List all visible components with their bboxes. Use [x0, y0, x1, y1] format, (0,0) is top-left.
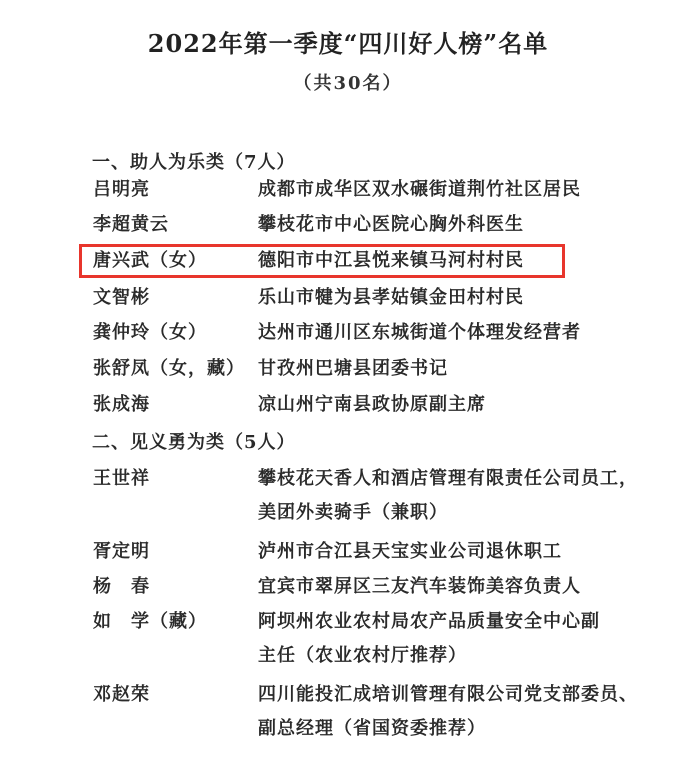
person-description: 宜宾市翠屏区三友汽车装饰美容负责人 [258, 576, 581, 597]
person-description: 成都市成华区双水碾街道荆竹社区居民 [258, 179, 581, 200]
person-name: 吕明亮 [93, 179, 150, 200]
person-description: 德阳市中江县悦来镇马河村村民 [258, 250, 524, 271]
person-description: 达州市通川区东城街道个体理发经营者 [258, 322, 581, 343]
person-name: 胥定明 [93, 541, 150, 562]
person-description: 攀枝花天香人和酒店管理有限责任公司员工， [258, 468, 638, 489]
person-name: 如 学（藏） [93, 611, 207, 632]
person-name: 杨 春 [93, 576, 150, 597]
person-description: 乐山市犍为县孝姑镇金田村村民 [258, 287, 524, 308]
person-description: 攀枝花市中心医院心胸外科医生 [258, 214, 524, 235]
person-description: 甘孜州巴塘县团委书记 [258, 358, 448, 379]
person-description-continued: 美团外卖骑手（兼职） [258, 502, 448, 523]
person-name: 唐兴武（女） [93, 250, 207, 271]
person-name: 李超黄云 [93, 214, 169, 235]
person-name: 文智彬 [93, 287, 150, 308]
person-name: 张舒凤（女，藏） [93, 358, 245, 379]
section-heading-helping-others: 一、助人为乐类（7人） [92, 152, 296, 173]
person-description: 凉山州宁南县政协原副主席 [258, 394, 486, 415]
person-description: 四川能投汇成培训管理有限公司党支部委员、 [258, 684, 638, 705]
person-name: 王世祥 [93, 468, 150, 489]
person-description: 阿坝州农业农村局农产品质量安全中心副 [258, 611, 600, 632]
person-name: 张成海 [93, 394, 150, 415]
section-heading-bravery: 二、见义勇为类（5人） [92, 432, 296, 453]
person-name: 邓赵荣 [93, 684, 150, 705]
person-description-continued: 主任（农业农村厅推荐） [258, 645, 467, 666]
document-subtitle: （共30名） [293, 73, 403, 94]
document-title: 2022年第一季度“四川好人榜”名单 [147, 29, 549, 58]
person-description-continued: 副总经理（省国资委推荐） [258, 718, 486, 739]
person-description: 泸州市合江县天宝实业公司退休职工 [258, 541, 562, 562]
person-name: 龚仲玲（女） [93, 322, 207, 343]
